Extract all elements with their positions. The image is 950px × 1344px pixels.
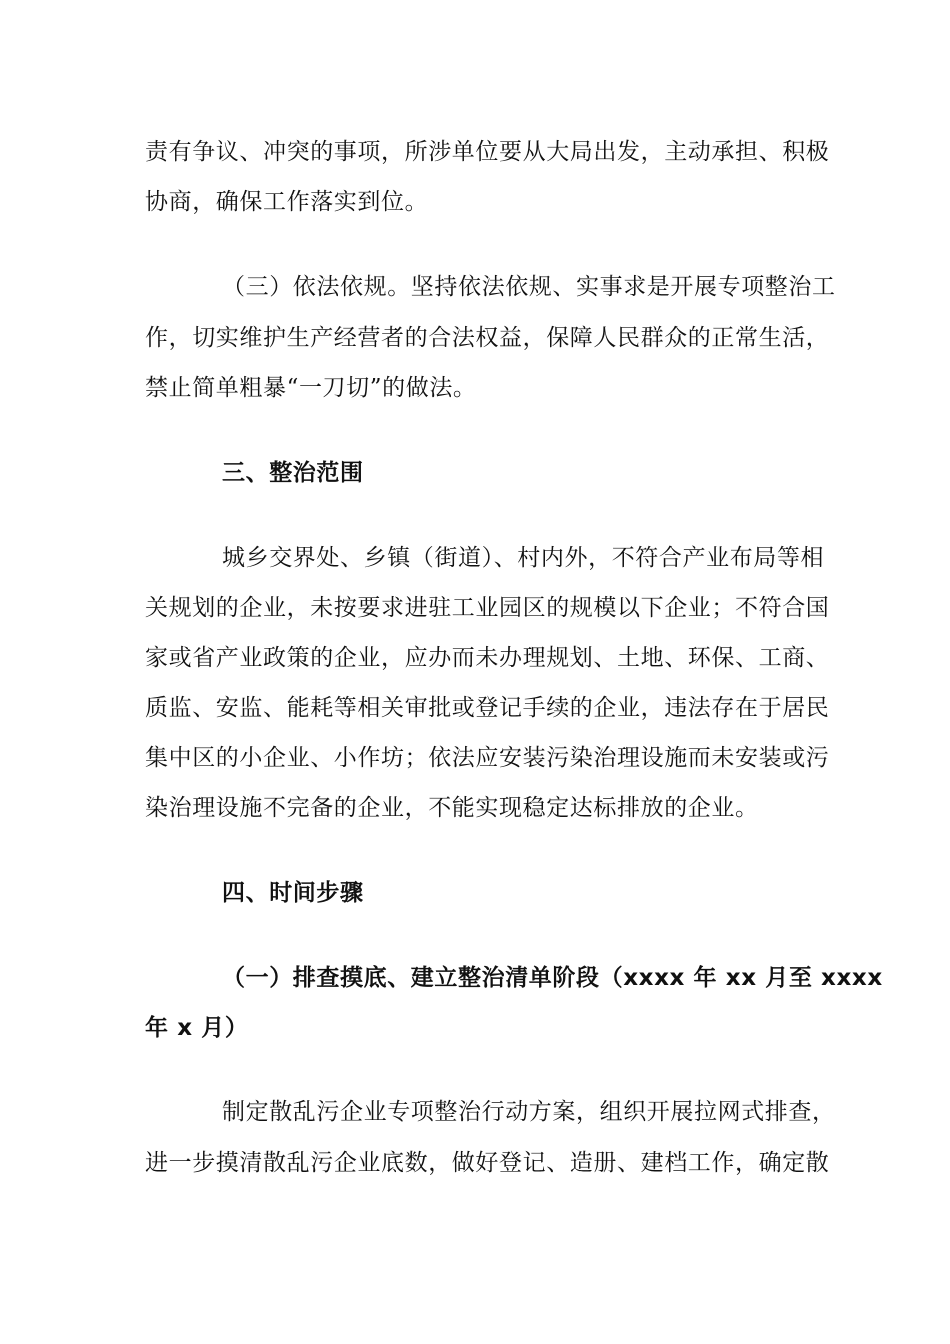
paragraph-line: （三）依法依规。坚持依法依规、实事求是开展专项整治工 [222, 274, 836, 300]
paragraph-line: 制定散乱污企业专项整治行动方案，组织开展拉网式排查， [222, 1099, 836, 1125]
section-heading-timeline: 四、时间步骤 [222, 880, 364, 906]
paragraph-line: 质监、安监、能耗等相关审批或登记手续的企业，违法存在于居民 [145, 695, 830, 721]
paragraph-line: 协商，确保工作落实到位。 [145, 189, 429, 215]
paragraph-line: 家或省产业政策的企业，应办而未办理规划、土地、环保、工商、 [145, 645, 830, 671]
subsection-heading-stage-one: （一）排查摸底、建立整治清单阶段（xxxx 年 xx 月至 xxxx [222, 965, 883, 991]
paragraph-line: 染治理设施不完备的企业，不能实现稳定达标排放的企业。 [145, 795, 759, 821]
paragraph-line: 作，切实维护生产经营者的合法权益，保障人民群众的正常生活， [145, 325, 830, 351]
paragraph-line: 关规划的企业，未按要求进驻工业园区的规模以下企业；不符合国 [145, 595, 830, 621]
paragraph-line: 禁止简单粗暴“一刀切”的做法。 [145, 375, 477, 401]
section-heading-scope: 三、整治范围 [222, 460, 364, 486]
paragraph-line: 责有争议、冲突的事项，所涉单位要从大局出发，主动承担、积极 [145, 139, 830, 165]
paragraph-line: 城乡交界处、乡镇（街道）、村内外，不符合产业布局等相 [222, 545, 825, 571]
paragraph-line: 集中区的小企业、小作坊；依法应安装污染治理设施而未安装或污 [145, 745, 830, 771]
paragraph-line: 进一步摸清散乱污企业底数，做好登记、造册、建档工作，确定散 [145, 1150, 830, 1176]
subsection-heading-stage-one-cont: 年 x 月） [145, 1015, 249, 1041]
